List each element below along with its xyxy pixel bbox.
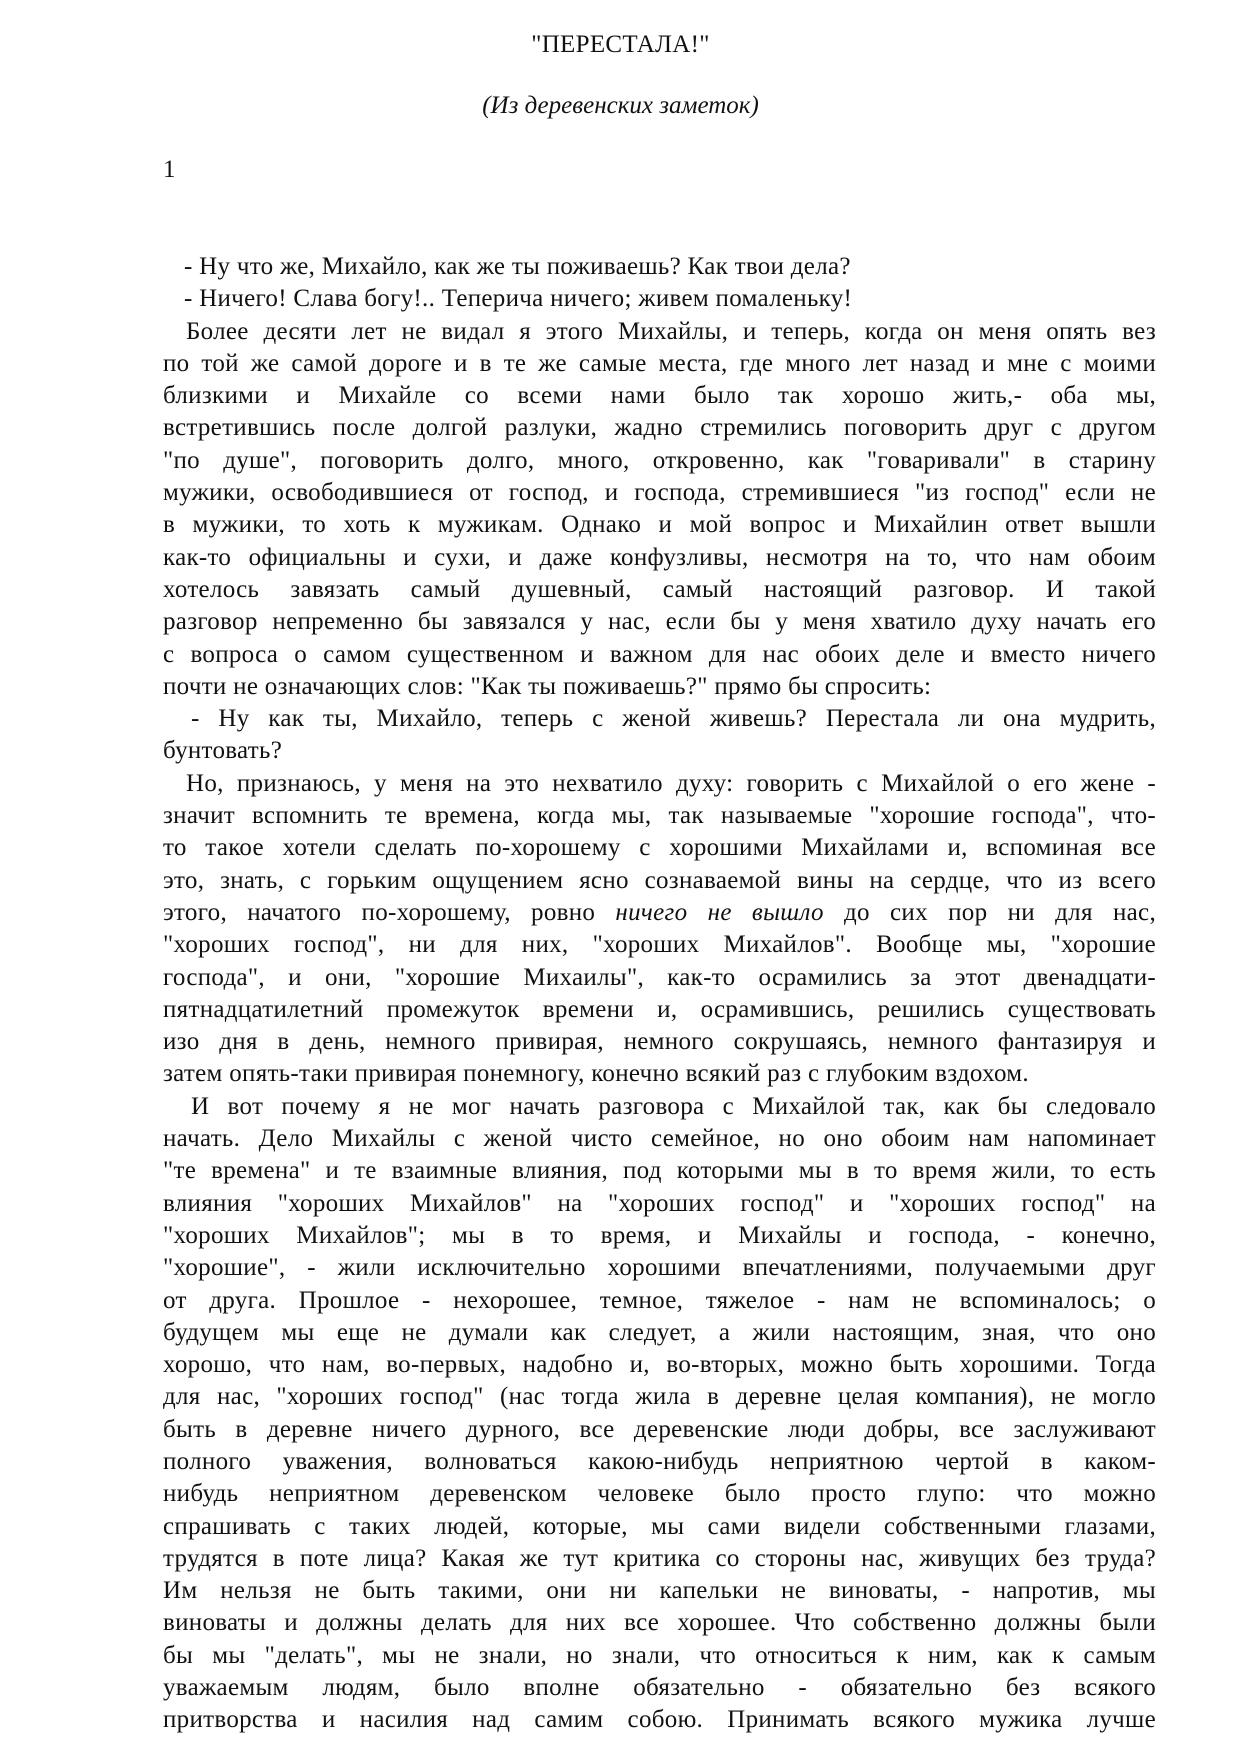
text-line: изо дня в день, немного привирая, немного сокрушаясь, немного фантазируя и [163,1028,1156,1056]
text-line: виноваты и должны делать для них все хорошее. Что собственно должны были [163,1609,1156,1637]
text-line: значит вспомнить те времена, когда мы, так называемые "хорошие господа", что- [163,802,1156,830]
text-segment: этого, начатого по-хорошему, ровно [163,898,616,926]
text-line: хорошо, что нам, во-первых, надобно и, во-вторых, можно быть хорошими. Тогда [163,1351,1156,1379]
text-line: спрашивать с таких людей, которые, мы сами видели собственными глазами, [163,1512,1156,1540]
text-line: пятнадцатилетний промежуток времени и, осрамившись, решились существовать [163,995,1156,1023]
text-line: "те времена" и те взаимные влияния, под которыми мы в то время жили, то есть [163,1157,1156,1185]
emphasis-text: ничего не вышло [615,898,824,926]
text-line: Им нельзя не быть такими, они ни капельки не виноваты, - напротив, мы [163,1577,1156,1605]
text-line: нибудь неприятном деревенском человеке было просто глупо: что можно [163,1480,1156,1508]
text-line: притворства и насилия над самим собою. Принимать всякого мужика лучше [163,1706,1156,1734]
text-line: встретившись после долгой разлуки, жадно стремились поговорить друг с другом [163,414,1156,442]
text-line: будущем мы еще не думали как следует, а жили настоящим, зная, что оно [163,1318,1156,1346]
text-line: влияния "хороших Михайлов" на "хороших господ" и "хороших господ" на [163,1189,1156,1217]
text-line: от друга. Прошлое - нехорошее, темное, тяжелое - нам не вспоминалось; о [163,1286,1156,1314]
text-line: это, знать, с горьким ощущением ясно сознаваемой вины на сердце, что из всего [163,866,1156,894]
body-text [163,251,1156,1737]
text-line: Более десяти лет не видал я этого Михайлы, и теперь, когда он меня опять вез [186,317,1156,345]
text-line: уважаемым людям, было вполне обязательно - обязательно без всякого [163,1674,1156,1702]
document-subtitle: (Из деревенских заметок) [482,92,759,119]
text-line: "по душе", поговорить долго, много, откровенно, как "говаривали" в старину [163,446,1156,474]
text-line: с вопроса о самом существенном и важном для нас обоих деле и вместо ничего [163,640,1156,668]
text-line: "хороших Михайлов"; мы в то время, и Михайлы и господа, - конечно, [163,1221,1156,1249]
text-line: то такое хотели сделать по-хорошему с хорошими Михайлами и, вспоминая все [163,834,1156,862]
text-line: в мужики, то хоть к мужикам. Однако и мой вопрос и Михайлин ответ вышли [163,511,1156,539]
chapter-number: 1 [163,156,176,183]
text-line [163,897,1156,929]
text-line: господа", и они, "хорошие Михаилы", как-то осрамились за этот двенадцати- [163,963,1156,991]
text-line: бы мы "делать", мы не знали, но знали, что относиться к ним, как к самым [163,1641,1156,1669]
text-line: - Ну что же, Михайло, как же ты поживаешь? Как твои дела? [184,253,851,280]
text-line: как-то официальны и сухи, и даже конфузливы, несмотря на то, что нам обоим [163,543,1156,571]
document-title: "ПЕРЕСТАЛА!" [531,31,710,58]
text-line: Но, признаюсь, у меня на это нехватило духу: говорить с Михайлой о его жене - [186,769,1156,797]
text-line: полного уважения, волноваться какою-нибудь неприятною чертой в каком- [163,1447,1156,1475]
text-line: начать. Дело Михайлы с женой чисто семейное, но оно обоим нам напоминает [163,1125,1156,1153]
text-line: близкими и Михайле со всеми нами было так хорошо жить,- оба мы, [163,382,1156,410]
text-line: для нас, "хороших господ" (нас тогда жила в деревне целая компания), не могло [163,1383,1156,1411]
text-line: И вот почему я не мог начать разговора с Михайлой так, как бы следовало [191,1092,1156,1120]
text-line: бунтовать? [163,737,283,765]
text-line: мужики, освободившиеся от господ, и господа, стремившиеся "из господ" если не [163,479,1156,507]
text-line: - Ничего! Слава богу!.. Теперича ничего; живем помаленьку! [184,285,853,313]
text-line: по той же самой дороге и в те же самые места, где много лет назад и мне с моими [163,349,1156,377]
text-line: "хорошие", - жили исключительно хорошими впечатлениями, получаемыми друг [163,1254,1156,1282]
text-segment: до сих пор ни для нас, [823,898,1156,926]
text-line: быть в деревне ничего дурного, все деревенские люди добры, все заслуживают [163,1415,1156,1443]
text-line: затем опять-таки привирая понемногу, конечно всякий раз с глубоким вздохом. [163,1060,1029,1088]
text-line: трудятся в поте лица? Какая же тут критика со стороны нас, живущих без труда? [163,1544,1156,1572]
text-line: почти не означающих слов: "Как ты поживаешь?" прямо бы спросить: [163,672,932,700]
text-line: хотелось завязать самый душевный, самый настоящий разговор. И такой [163,575,1156,603]
text-line: "хороших господ", ни для них, "хороших Михайлов". Вообще мы, "хорошие [163,931,1156,959]
text-line: - Ну как ты, Михайло, теперь с женой живешь? Перестала ли она мудрить, [191,705,1156,733]
text-line: разговор непременно бы завязался у нас, если бы у меня хватило духу начать его [163,608,1156,636]
